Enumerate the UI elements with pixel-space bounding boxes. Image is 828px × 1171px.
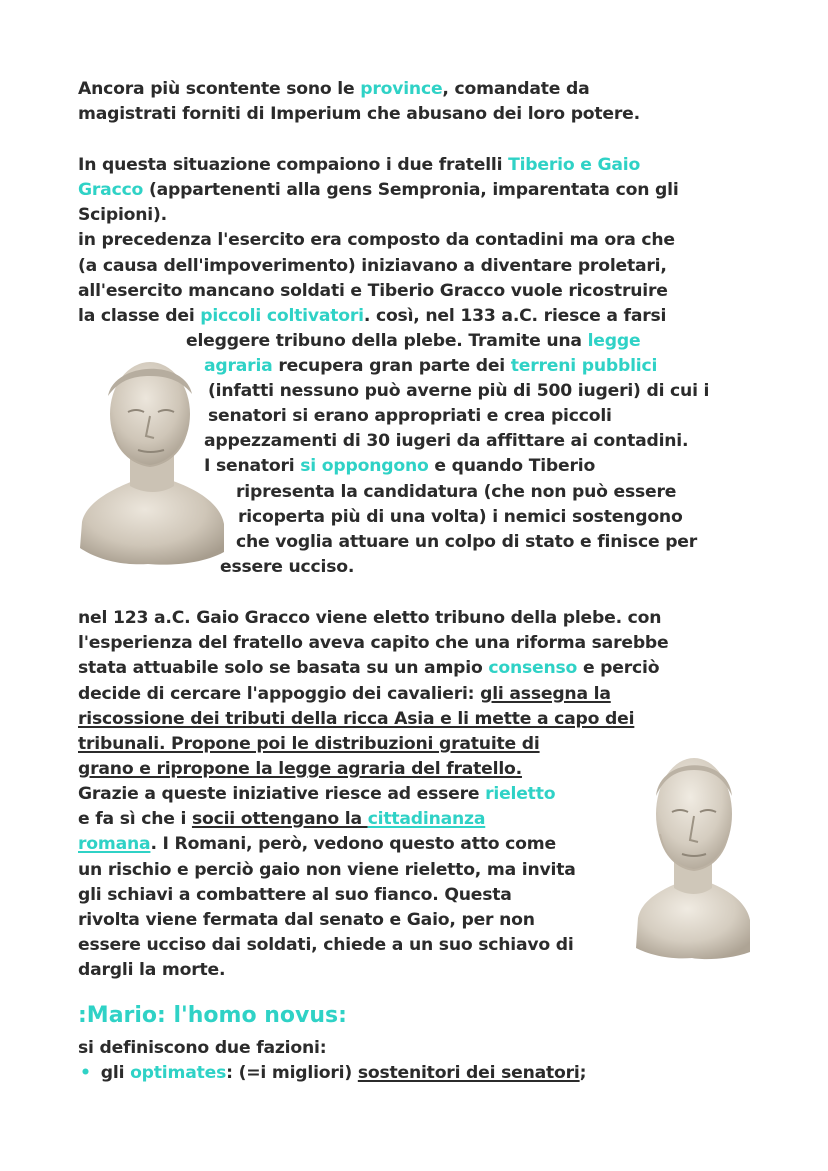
p2-line-5: (a causa dell'impoverimento) iniziavano a diventare proletari,: [78, 256, 667, 276]
p3-line-13: rivolta viene fermata dal senato e Gaio, per non: [78, 910, 535, 930]
p3-line-12: gli schiavi a combattere al suo fianco. Questa: [78, 885, 512, 905]
highlight-legge: legge: [587, 331, 641, 351]
p3-line-3: stata attuabile solo se basata su un ampio consenso e perciò: [78, 658, 660, 678]
p2-line-17: essere ucciso.: [220, 557, 355, 577]
bullet-icon: •: [80, 1063, 91, 1083]
p3-line-11: un rischio e perciò gaio non viene rieletto, ma invita: [78, 860, 576, 880]
p2-line-16: che voglia attuare un colpo di stato e finisce per: [236, 532, 698, 552]
highlight-gracco: Gracco: [78, 180, 144, 200]
underline-sostenitori: sostenitori dei senatori: [357, 1063, 580, 1083]
p2-line-8: eleggere tribuno della plebe. Tramite una legge: [186, 331, 641, 351]
highlight-optimates: optimates: [130, 1063, 227, 1083]
p4-line-1: si definiscono due fazioni:: [78, 1038, 327, 1058]
p3-line-4: decide di cercare l'appoggio dei cavalieri: gli assegna la: [78, 684, 611, 704]
p3-line-5: riscossione dei tributi della ricca Asia e li mette a capo dei: [78, 709, 635, 729]
p3-line-1: nel 123 a.C. Gaio Gracco viene eletto tribuno della plebe. con: [78, 608, 662, 628]
underline-gli-assegna: gli assegna la: [480, 684, 611, 704]
p2-line-13: I senatori si oppongono e quando Tiberio: [204, 456, 596, 476]
p3-line-6: tribunali. Propone poi le distribuzioni gratuite di: [78, 734, 540, 754]
highlight-piccoli-coltivatori: piccoli coltivatori: [200, 306, 364, 326]
p3-line-14: essere ucciso dai soldati, chiede a un suo schiavo di: [78, 935, 574, 955]
highlight-province: province: [360, 79, 443, 99]
section-heading-mario: :Mario: l'homo novus:: [78, 1003, 347, 1028]
p2-line-1: In questa situazione compaiono i due fratelli Tiberio e Gaio: [78, 155, 641, 175]
p2-line-11: senatori si erano appropriati e crea piccoli: [208, 406, 612, 426]
p3-line-8: Grazie a queste iniziative riesce ad essere rieletto: [78, 784, 556, 804]
highlight-si-oppongono: si oppongono: [300, 456, 429, 476]
p2-line-3: Scipioni).: [78, 205, 167, 225]
highlight-consenso: consenso: [488, 658, 578, 678]
bust-image-gaio: [632, 748, 754, 960]
p2-line-12: appezzamenti di 30 iugeri da affittare ai contadini.: [204, 431, 689, 451]
p3-line-10: romana. I Romani, però, vedono questo atto come: [78, 834, 556, 854]
p2-line-6: all'esercito mancano soldati e Tiberio Gracco vuole ricostruire: [78, 281, 668, 301]
p2-line-14: ripresenta la candidatura (che non può essere: [236, 482, 677, 502]
highlight-terreni-pubblici: terreni pubblici: [510, 356, 658, 376]
p2-line-9: agraria recupera gran parte dei terreni pubblici: [204, 356, 658, 376]
highlight-agraria: agraria: [204, 356, 273, 376]
p3-line-15: dargli la morte.: [78, 960, 226, 980]
p1-line-1: Ancora più scontente sono le province, comandate da: [78, 79, 590, 99]
p2-line-10: (infatti nessuno può averne più di 500 iugeri) di cui i: [208, 381, 710, 401]
p2-line-4: in precedenza l'esercito era composto da contadini ma ora che: [78, 230, 675, 250]
highlight-cittadinanza: cittadinanza: [367, 809, 486, 829]
highlight-tiberio-gaio: Tiberio e Gaio: [508, 155, 641, 175]
p2-line-2: Gracco (appartenenti alla gens Sempronia, imparentata con gli: [78, 180, 679, 200]
p2-line-15: ricoperta più di una volta) i nemici sostengono: [238, 507, 683, 527]
p2-line-7: la classe dei piccoli coltivatori. così, nel 133 a.C. riesce a farsi: [78, 306, 667, 326]
highlight-romana: romana: [78, 834, 151, 854]
bust-image-tiberio: [74, 352, 226, 578]
p3-line-9: e fa sì che i socii ottengano la cittadinanza: [78, 809, 486, 829]
underline-socii: socii ottengano la: [191, 809, 368, 829]
highlight-rieletto: rieletto: [485, 784, 556, 804]
p3-line-2: l'esperienza del fratello aveva capito che una riforma sarebbe: [78, 633, 669, 653]
p4-bullet-item: • gli optimates: (=i migliori) sostenitori dei senatori;: [80, 1063, 587, 1083]
p3-line-7: grano e ripropone la legge agraria del fratello.: [78, 759, 522, 779]
p1-line-2: magistrati forniti di Imperium che abusano dei loro potere.: [78, 104, 640, 124]
